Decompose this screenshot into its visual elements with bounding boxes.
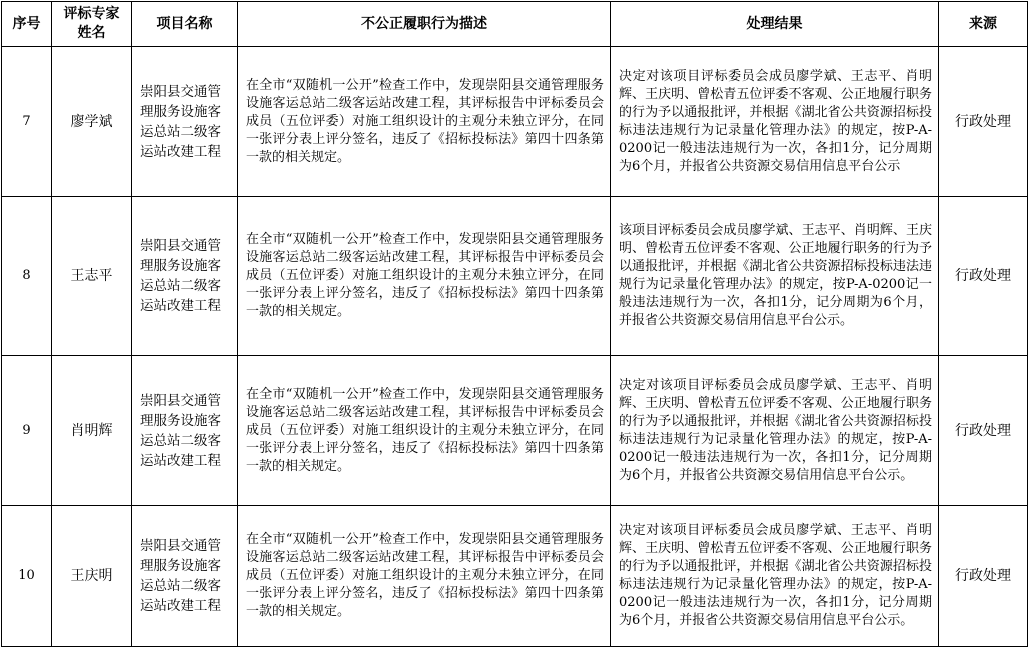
header-source: 来源: [939, 2, 1028, 47]
row-project: 崇阳县交通管理服务设施客运总站二级客运站改建工程: [132, 356, 238, 506]
row-project: 崇阳县交通管理服务设施客运总站二级客运站改建工程: [132, 47, 238, 197]
header-result: 处理结果: [611, 2, 939, 47]
penalty-table: [1, 1, 1028, 647]
row-result: 决定对该项目评标委员会成员廖学斌、王志平、肖明辉、王庆明、曾松青五位评委不客观、公正地履行职务的行为予以通报批评，并根据《湖北省公共资源招标投标违法违规行为记录量化管理办法》的规定，按P-A-0200记一般违法违规行为一次，各扣1分，记分周期为6个月，并报省公共资源交易信用信息平台公示: [611, 47, 939, 197]
row-project: 崇阳县交通管理服务设施客运总站二级客运站改建工程: [132, 197, 238, 356]
row-description: 在全市“双随机一公开”检查工作中，发现崇阳县交通管理服务设施客运总站二级客运站改建工程，其评标报告中评标委员会成员（五位评委）对施工组织设计的主观分未独立评分，在同一张评分表上评分签名，违反了《招标投标法》第四十四条第一款的相关规定。: [238, 356, 611, 506]
row-num: 8: [2, 197, 52, 356]
row-expert-name: 肖明辉: [52, 356, 132, 506]
table-header-row: [2, 2, 1028, 47]
row-description: 在全市“双随机一公开”检查工作中，发现崇阳县交通管理服务设施客运总站二级客运站改建工程，其评标报告中评标委员会成员（五位评委）对施工组织设计的主观分未独立评分，在同一张评分表上评分签名，违反了《招标投标法》第四十四条第一款的相关规定。: [238, 197, 611, 356]
table-row: [2, 356, 1028, 506]
header-expert-line1: 评标专家: [63, 6, 120, 22]
row-description: 在全市“双随机一公开”检查工作中，发现崇阳县交通管理服务设施客运总站二级客运站改建工程，其评标报告中评标委员会成员（五位评委）对施工组织设计的主观分未独立评分，在同一张评分表上评分签名，违反了《招标投标法》第四十四条第一款的相关规定。: [238, 506, 611, 647]
row-result: 该项目评标委员会成员廖学斌、王志平、肖明辉、王庆明、曾松青五位评委不客观、公正地履行职务的行为予以通报批评，并根据《湖北省公共资源招标投标违法违规行为记录量化管理办法》的规定，按P-A-0200记一般违法违规行为一次，各扣1分，记分周期为6个月，并报省公共资源交易信用信息平台公示。: [611, 197, 939, 356]
row-expert-name: 王志平: [52, 197, 132, 356]
table-row: [2, 506, 1028, 647]
row-num: 10: [2, 506, 52, 647]
header-num: 序号: [2, 2, 52, 47]
row-source: 行政处理: [939, 47, 1028, 197]
header-desc: 不公正履职行为描述: [238, 2, 611, 47]
header-expert-line2: 姓名: [77, 25, 106, 41]
row-result: 决定对该项目评标委员会成员廖学斌、王志平、肖明辉、王庆明、曾松青五位评委不客观、公正地履行职务的行为予以通报批评，并根据《湖北省公共资源招标投标违法违规行为记录量化管理办法》的规定，按P-A-0200记一般违法违规行为一次，各扣1分，记分周期为6个月，并报省公共资源交易信用信息平台公示。: [611, 506, 939, 647]
row-num: 9: [2, 356, 52, 506]
row-source: 行政处理: [939, 506, 1028, 647]
row-project: 崇阳县交通管理服务设施客运总站二级客运站改建工程: [132, 506, 238, 647]
row-expert-name: 王庆明: [52, 506, 132, 647]
row-result: 决定对该项目评标委员会成员廖学斌、王志平、肖明辉、王庆明、曾松青五位评委不客观、公正地履行职务的行为予以通报批评，并根据《湖北省公共资源招标投标违法违规行为记录量化管理办法》的规定，按P-A-0200记一般违法违规行为一次，各扣1分，记分周期为6个月，并报省公共资源交易信用信息平台公示。: [611, 356, 939, 506]
header-expert-name: [52, 2, 132, 47]
table-row: [2, 47, 1028, 197]
row-description: 在全市“双随机一公开”检查工作中，发现崇阳县交通管理服务设施客运总站二级客运站改建工程，其评标报告中评标委员会成员（五位评委）对施工组织设计的主观分未独立评分，在同一张评分表上评分签名，违反了《招标投标法》第四十四条第一款的相关规定。: [238, 47, 611, 197]
row-source: 行政处理: [939, 356, 1028, 506]
header-project: 项目名称: [132, 2, 238, 47]
table-row: [2, 197, 1028, 356]
row-source: 行政处理: [939, 197, 1028, 356]
row-expert-name: 廖学斌: [52, 47, 132, 197]
penalty-table-page: [1, 1, 1028, 647]
row-num: 7: [2, 47, 52, 197]
